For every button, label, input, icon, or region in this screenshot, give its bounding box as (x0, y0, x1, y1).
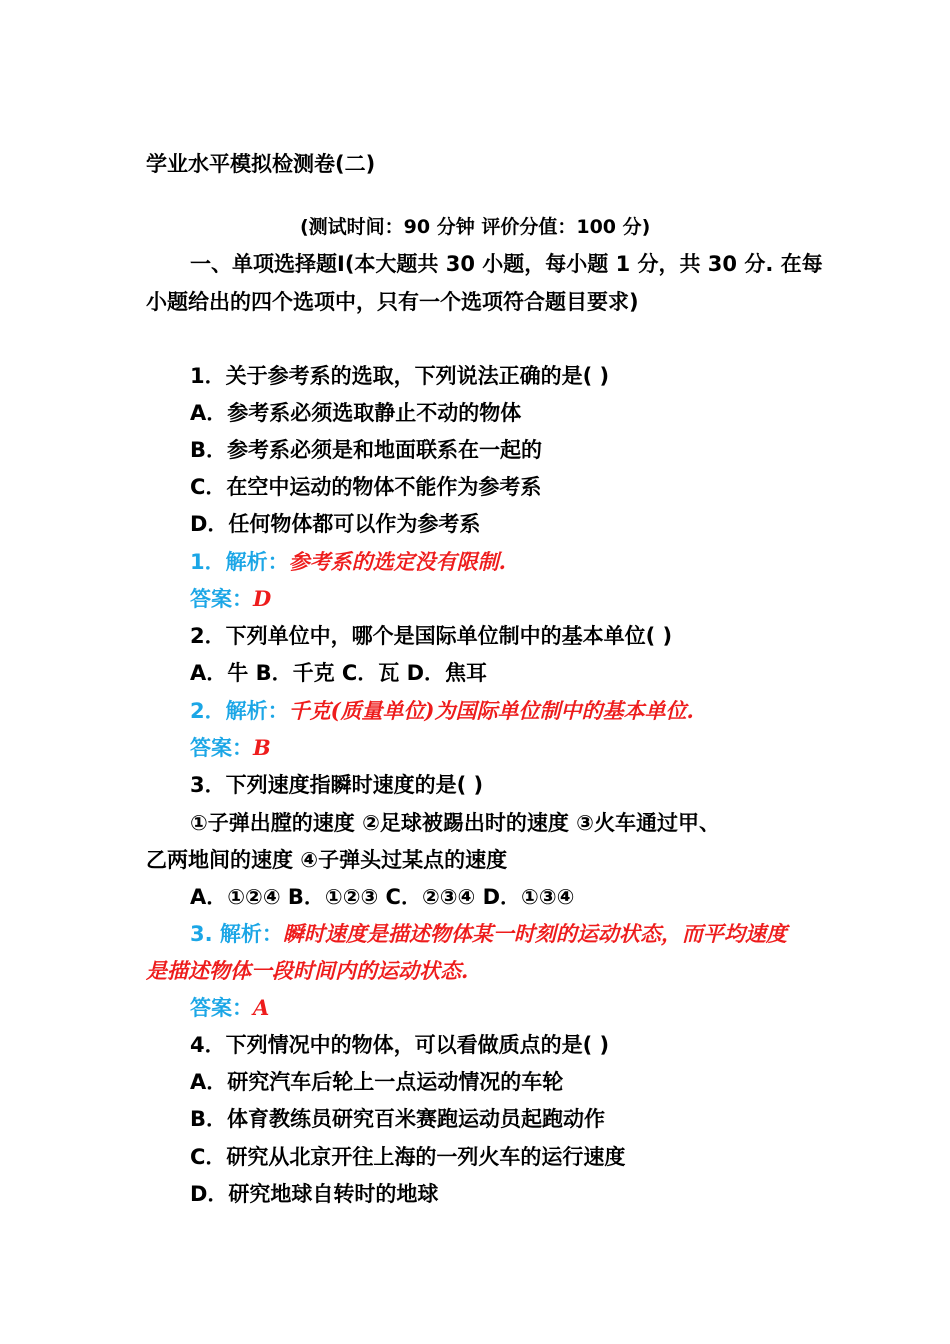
question-2-analysis (190, 697, 694, 725)
analysis-label: 1．解析： (190, 550, 289, 574)
analysis-text: 参考系的选定没有限制. (288, 549, 506, 574)
question-3-analysis-line-1 (190, 920, 787, 948)
answer-label: 答案： (190, 996, 253, 1020)
question-3-analysis-line-2: 是描述物体一段时间内的运动状态. (146, 958, 469, 983)
question-1-stem: 1．关于参考系的选取，下列说法正确的是( ) (190, 364, 610, 388)
question-1-option-b: B．参考系必须是和地面联系在一起的 (190, 438, 543, 462)
question-4-option-b: B．体育教练员研究百米赛跑运动员起跑动作 (190, 1107, 606, 1131)
question-3-items-line-1: ①子弹出膛的速度 ②足球被踢出时的速度 ③火车通过甲、 (190, 811, 720, 835)
question-4-option-d: D．研究地球自转时的地球 (190, 1182, 439, 1206)
question-1-option-a: A．参考系必须选取静止不动的物体 (190, 401, 522, 425)
question-3-options: A．①②④ B．①②③ C．②③④ D．①③④ (190, 885, 575, 909)
question-4-option-a: A．研究汽车后轮上一点运动情况的车轮 (190, 1070, 564, 1094)
answer-value: B (253, 735, 271, 760)
question-3-items-line-2: 乙两地间的速度 ④子弹头过某点的速度 (146, 848, 508, 872)
section-heading-line-2: 小题给出的四个选项中，只有一个选项符合题目要求) (146, 290, 639, 314)
answer-value: D (253, 586, 272, 611)
answer-label: 答案： (190, 736, 253, 760)
question-4-option-c: C．研究从北京开往上海的一列火车的运行速度 (190, 1145, 626, 1169)
analysis-text: 千克(质量单位)为国际单位制中的基本单位. (288, 698, 694, 723)
page-title: 学业水平模拟检测卷(二) (146, 152, 376, 176)
question-2-options: A．牛 B．千克 C．瓦 D．焦耳 (190, 661, 488, 685)
analysis-text: 瞬时速度是描述物体某一时刻的运动状态，而平均速度 (282, 921, 787, 946)
analysis-label: 3. 解析： (190, 922, 283, 946)
question-1-option-d: D．任何物体都可以作为参考系 (190, 512, 481, 536)
question-4-stem: 4．下列情况中的物体，可以看做质点的是( ) (190, 1033, 610, 1057)
section-heading-line-1: 一、单项选择题Ⅰ(本大题共 30 小题，每小题 1 分，共 30 分. 在每 (190, 252, 823, 276)
question-3-answer (190, 994, 269, 1022)
question-1-answer (190, 585, 271, 613)
answer-value: A (253, 995, 270, 1020)
question-2-answer (190, 734, 271, 762)
question-2-stem: 2．下列单位中，哪个是国际单位制中的基本单位( ) (190, 624, 673, 648)
exam-info: (测试时间：90 分钟 评价分值：100 分) (300, 216, 651, 238)
analysis-label: 2．解析： (190, 699, 289, 723)
question-1-analysis (190, 548, 506, 576)
question-1-option-c: C．在空中运动的物体不能作为参考系 (190, 475, 542, 499)
question-3-stem: 3．下列速度指瞬时速度的是( ) (190, 773, 484, 797)
answer-label: 答案： (190, 587, 253, 611)
